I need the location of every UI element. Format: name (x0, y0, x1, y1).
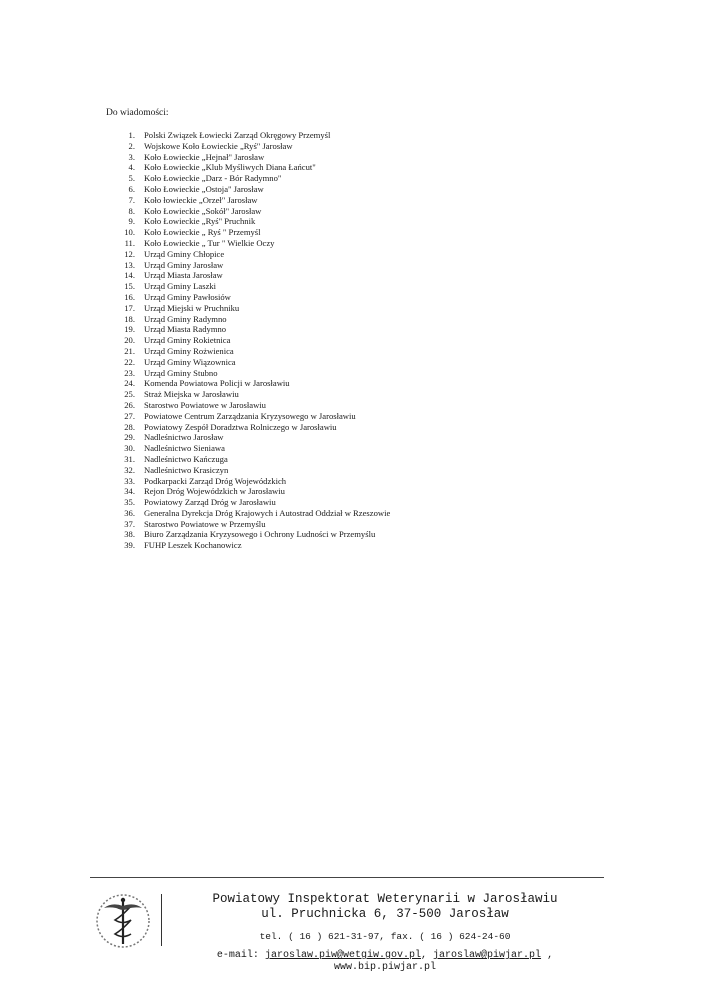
recipient-item (118, 378, 438, 389)
recipient-item (118, 346, 438, 357)
recipient-number: 20. (124, 335, 135, 346)
recipient-number: 21. (124, 345, 135, 356)
recipient-name: Nadleśnictwo Sieniawa (144, 443, 225, 454)
recipient-item (118, 422, 438, 433)
recipient-number: 2. (128, 140, 135, 151)
recipient-number: 17. (124, 302, 135, 313)
recipient-name: Urząd Gminy Radymno (144, 313, 227, 324)
recipient-number: 30. (124, 443, 135, 454)
recipient-number: 34. (124, 486, 135, 497)
letterhead-footer (170, 892, 600, 974)
recipient-item (118, 130, 438, 141)
recipient-name: Nadleśnictwo Kańczuga (144, 453, 228, 464)
recipient-item (118, 260, 438, 271)
recipient-number: 32. (124, 464, 135, 475)
recipient-name: Urząd Gminy Chłopice (144, 248, 225, 259)
footer-divider (90, 877, 604, 878)
recipients-list (118, 130, 438, 551)
recipient-number: 22. (124, 356, 135, 367)
recipient-item (118, 303, 438, 314)
recipient-name: Urząd Gminy Wiązownica (144, 356, 236, 367)
recipient-name: Koło Łowieckie „Hejnał" Jarosław (144, 151, 265, 162)
recipient-name: Starostwo Powiatowe w Przemyślu (144, 518, 266, 529)
recipient-name: Podkarpacki Zarząd Dróg Wojewódzkich (144, 475, 287, 486)
recipient-item (118, 238, 438, 249)
recipient-number: 36. (124, 507, 135, 518)
recipient-name: Straż Miejska w Jarosławiu (144, 389, 239, 400)
recipient-number: 3. (128, 151, 135, 162)
recipient-number: 19. (124, 324, 135, 335)
recipient-item (118, 389, 438, 400)
phone-fax-line: tel. ( 16 ) 621-31-97, fax. ( 16 ) 624-24-60 (259, 931, 511, 942)
recipient-number: 6. (128, 183, 135, 194)
recipient-number: 23. (124, 367, 135, 378)
recipient-name: Koło Łowieckie „Darz - Bór Radymno" (144, 173, 282, 184)
recipient-item (118, 141, 438, 152)
recipient-number: 13. (124, 259, 135, 270)
recipient-item (118, 292, 438, 303)
recipient-item (118, 486, 438, 497)
recipient-number: 10. (124, 227, 135, 238)
recipient-name: Urząd Miasta Radymno (144, 324, 227, 335)
email-label: e-mail: (216, 950, 259, 961)
recipient-item (118, 400, 438, 411)
recipient-item (118, 508, 438, 519)
recipient-number: 25. (124, 389, 135, 400)
recipient-number: 4. (128, 162, 135, 173)
recipient-name: Koło Łowieckie „Sokół" Jarosław (144, 205, 262, 216)
recipient-name: Biuro Zarządzania Kryzysowego i Ochrony Ludności w Przemyślu (144, 529, 376, 540)
recipient-number: 38. (124, 529, 135, 540)
recipient-number: 35. (124, 497, 135, 508)
recipient-name: Wojskowe Koło Łowieckie „Ryś" Jarosław (144, 140, 293, 151)
recipient-number: 28. (124, 421, 135, 432)
recipient-name: Urząd Gminy Jarosław (144, 259, 224, 270)
recipient-name: Urząd Gminy Rokietnica (144, 335, 231, 346)
recipient-item (118, 432, 438, 443)
email-line (170, 950, 600, 974)
recipient-item (118, 195, 438, 206)
recipient-item (118, 443, 438, 454)
recipient-item (118, 184, 438, 195)
email-link-primary[interactable]: jaroslaw.piw@wetgiw.gov.pl (264, 950, 421, 961)
recipient-name: Urząd Miejski w Pruchniku (144, 302, 240, 313)
recipient-name: Koło Łowieckie „Ryś" Pruchnik (144, 216, 256, 227)
recipient-item (118, 529, 438, 540)
organization-name: Powiatowy Inspektorat Weterynarii w Jarosławiu (212, 892, 558, 906)
recipient-name: Powiatowe Centrum Zarządzania Kryzysowego w Jarosławiu (144, 410, 356, 421)
recipient-number: 1. (128, 130, 135, 140)
recipient-item (118, 497, 438, 508)
recipient-item (118, 335, 438, 346)
recipient-item (118, 249, 438, 260)
recipient-name: FUHP Leszek Kochanowicz (144, 540, 242, 551)
recipient-item (118, 216, 438, 227)
recipient-name: Starostwo Powiatowe w Jarosławiu (144, 399, 266, 410)
recipient-number: 9. (128, 216, 135, 227)
recipient-item (118, 162, 438, 173)
recipient-item (118, 227, 438, 238)
recipient-number: 14. (124, 270, 135, 281)
recipient-name: Komenda Powiatowa Policji w Jarosławiu (144, 378, 290, 389)
recipient-name: Urząd Gminy Laszki (144, 281, 217, 292)
recipient-name: Koło Łowieckie „Ostoja" Jarosław (144, 183, 264, 194)
recipient-name: Nadleśnictwo Krasiczyn (144, 464, 229, 475)
recipient-item (118, 270, 438, 281)
recipient-name: Urząd Gminy Stubno (144, 367, 218, 378)
recipient-item (118, 519, 438, 530)
distribution-heading: Do wiadomości: (106, 108, 169, 118)
logo-divider (161, 894, 162, 946)
recipient-name: Generalna Dyrekcja Dróg Krajowych i Autostrad Oddział w Rzeszowie (144, 507, 391, 518)
recipient-name: Koło Łowieckie „Klub Myśliwych Diana Łańcut" (144, 162, 316, 173)
recipient-number: 12. (124, 248, 135, 259)
recipient-number: 7. (128, 194, 135, 205)
email-separator: , (420, 950, 427, 961)
recipient-number: 24. (124, 378, 135, 389)
recipient-number: 18. (124, 313, 135, 324)
recipient-name: Rejon Dróg Wojewódzkich w Jarosławiu (144, 486, 285, 497)
recipient-name: Koło łowieckie „Orzeł" Jarosław (144, 194, 258, 205)
recipient-name: Polski Związek Łowiecki Zarząd Okręgowy Przemyśl (144, 130, 331, 140)
recipient-item (118, 206, 438, 217)
recipient-number: 5. (128, 173, 135, 184)
recipient-item (118, 454, 438, 465)
recipient-number: 11. (124, 237, 135, 248)
recipient-number: 37. (124, 518, 135, 529)
recipient-number: 39. (124, 540, 135, 551)
recipient-name: Powiatowy Zespół Doradztwa Rolniczego w Jarosławiu (144, 421, 337, 432)
recipient-number: 29. (124, 432, 135, 443)
recipient-name: Urząd Gminy Rożwienica (144, 345, 234, 356)
website-text: , www.bip.piwjar.pl (333, 950, 554, 973)
email-link-secondary[interactable]: jaroslaw@piwjar.pl (433, 950, 542, 961)
recipient-item (118, 411, 438, 422)
recipient-item (118, 465, 438, 476)
organization-address: ul. Pruchnicka 6, 37-500 Jarosław (261, 907, 509, 921)
recipient-item (118, 324, 438, 335)
recipient-number: 16. (124, 291, 135, 302)
recipient-item (118, 152, 438, 163)
recipient-number: 8. (128, 205, 135, 216)
recipient-item (118, 476, 438, 487)
recipient-number: 33. (124, 475, 135, 486)
recipient-name: Koło Łowieckie „ Tur " Wielkie Oczy (144, 237, 275, 248)
recipient-item (118, 173, 438, 184)
recipient-name: Urząd Miasta Jarosław (144, 270, 223, 281)
recipient-item (118, 540, 438, 551)
veterinary-caduceus-icon (94, 892, 152, 950)
recipient-item (118, 314, 438, 325)
recipient-item (118, 368, 438, 379)
recipient-name: Powiatowy Zarząd Dróg w Jarosławiu (144, 497, 276, 508)
recipient-number: 27. (124, 410, 135, 421)
recipient-number: 31. (124, 453, 135, 464)
recipient-name: Nadleśnictwo Jarosław (144, 432, 224, 443)
recipient-name: Koło Łowieckie „ Ryś " Przemyśl (144, 227, 261, 238)
recipient-item (118, 281, 438, 292)
recipient-item (118, 357, 438, 368)
recipient-name: Urząd Gminy Pawłosiów (144, 291, 231, 302)
recipient-number: 15. (124, 281, 135, 292)
recipient-number: 26. (124, 399, 135, 410)
